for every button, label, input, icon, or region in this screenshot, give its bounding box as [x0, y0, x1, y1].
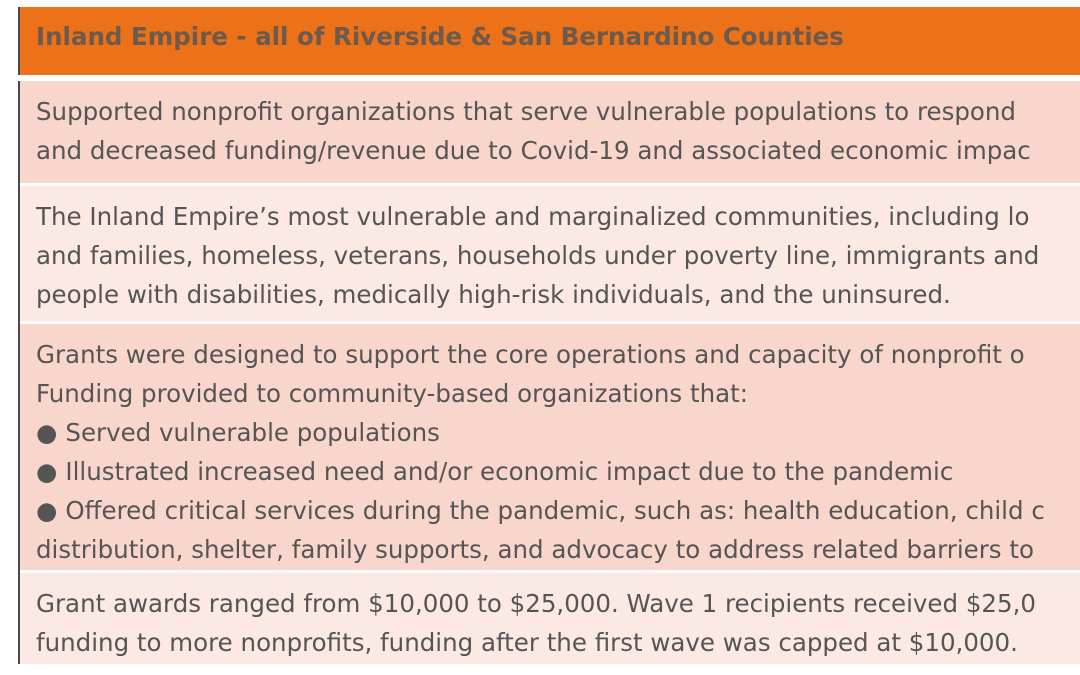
text-line: and families, homeless, veterans, households under poverty line, immigrants and	[36, 241, 1040, 270]
bullet-icon: ●	[36, 418, 58, 447]
bullet-item	[36, 491, 1080, 530]
row-target-population	[20, 186, 1080, 314]
table-row	[20, 186, 1080, 321]
text-line: Grants were designed to support the core operations and capacity of nonprofit o	[36, 340, 1025, 369]
table-header-title: Inland Empire - all of Riverside & San Bernardino Counties	[36, 22, 844, 51]
bullet-icon: ●	[36, 457, 58, 486]
bullet-text: Offered critical services during the pandemic, such as: health education, child c	[65, 496, 1045, 525]
row-description	[20, 81, 1080, 170]
text-line: distribution, shelter, family supports, and advocacy to address related barriers to	[36, 535, 1034, 564]
table-row	[20, 324, 1080, 570]
text-line: people with disabilities, medically high-risk individuals, and the uninsured.	[36, 280, 951, 309]
text-line: Grant awards ranged from $10,000 to $25,000. Wave 1 recipients received $25,0	[36, 589, 1036, 618]
bullet-icon: ●	[36, 496, 58, 525]
row-awards	[20, 573, 1080, 662]
table-row	[20, 81, 1080, 183]
text-line: The Inland Empire’s most vulnerable and marginalized communities, including lo	[36, 202, 1030, 231]
table-row	[20, 573, 1080, 664]
text-line: funding to more nonprofits, funding after the first wave was capped at $10,000.	[36, 628, 1018, 657]
bullet-text: Served vulnerable populations	[65, 418, 440, 447]
bullet-text: Illustrated increased need and/or economic impact due to the pandemic	[65, 457, 954, 486]
text-line: Funding provided to community-based organizations that:	[36, 379, 748, 408]
table-header-row	[20, 7, 1080, 75]
text-line: Supported nonprofit organizations that serve vulnerable populations to respond	[36, 97, 1016, 126]
bullet-item	[36, 413, 1080, 452]
text-line: and decreased funding/revenue due to Covid-19 and associated economic impac	[36, 136, 1031, 165]
row-criteria	[20, 324, 1080, 569]
bullet-item	[36, 452, 1080, 491]
